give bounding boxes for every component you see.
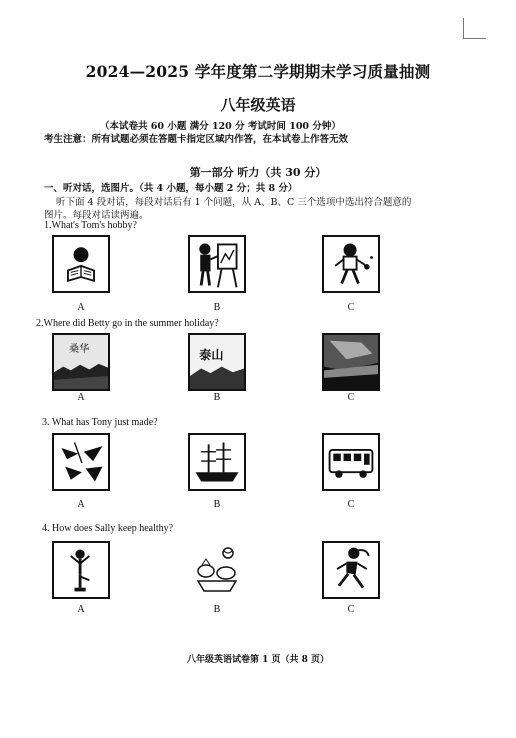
taishan-mountain-icon [190, 335, 244, 389]
q2-option-c-image[interactable] [322, 333, 380, 391]
q4-label-a: A [77, 604, 85, 615]
q4-option-c-image[interactable] [322, 541, 380, 599]
instruction-line-1: 听下面 4 段对话，每段对话后有 1 个问题，从 A、B、C 三个选项中选出符合题意的 [56, 197, 412, 208]
sailing-ship-icon [190, 435, 244, 489]
paper-planes-icon [54, 435, 108, 489]
q1-option-a-image[interactable] [52, 235, 110, 293]
section-title: 一、听对话，选图片。（共 4 小题，每小题 2 分；共 8 分） [44, 183, 298, 194]
q3-option-c-image[interactable] [322, 433, 380, 491]
q1-label-c: C [347, 302, 355, 313]
question-3: 3. What has Tony just made? [42, 417, 158, 428]
q1-label-a: A [77, 302, 85, 313]
q3-label-a: A [77, 499, 85, 510]
painting-easel-icon [190, 237, 244, 291]
question-2: 2.Where did Betty go in the summer holiday? [36, 318, 219, 329]
q4-option-b-image[interactable] [188, 541, 246, 599]
q3-label-b: B [213, 499, 221, 510]
q2b-photo-text: 泰山 [199, 348, 224, 363]
yoga-pose-icon [54, 543, 108, 597]
q2-label-c: C [347, 392, 355, 403]
running-girl-icon [324, 543, 378, 597]
q2a-photo-text: 桑华 [68, 342, 90, 355]
q2-label-b: B [213, 392, 221, 403]
q1-option-b-image[interactable] [188, 235, 246, 293]
corner-mark [463, 18, 486, 39]
exam-info: （本试卷共 60 小题 满分 120 分 考试时间 100 分钟） [100, 121, 341, 132]
q2-option-b-image[interactable] [188, 333, 246, 391]
reading-boy-icon [54, 237, 108, 291]
q3-option-b-image[interactable] [188, 433, 246, 491]
exam-title: 2024—2025 学年度第二学期期末学习质量抽测 [85, 62, 431, 81]
ping-pong-player-icon [324, 237, 378, 291]
q4-option-a-image[interactable] [52, 541, 110, 599]
q1-label-b: B [213, 302, 221, 313]
q1-option-c-image[interactable] [322, 235, 380, 293]
question-4: 4. How does Sally keep healthy? [42, 523, 174, 534]
q3-option-a-image[interactable] [52, 433, 110, 491]
landscape-photo-icon [54, 335, 108, 389]
page-footer: 八年级英语试卷第 1 页（共 8 页） [186, 655, 330, 665]
instruction-line-2: 图片。每段对话读两遍。 [44, 210, 149, 221]
coastline-photo-icon [324, 335, 378, 389]
exam-notice: 考生注意：所有试题必须在答题卡指定区域内作答，在本试卷上作答无效 [44, 134, 349, 145]
q4-label-b: B [213, 604, 221, 615]
question-1: 1.What's Tom's hobby? [44, 220, 137, 231]
q2-option-a-image[interactable] [52, 333, 110, 391]
exam-subtitle: 八年级英语 [220, 96, 296, 114]
part-title: 第一部分 听力（共 30 分） [189, 166, 327, 179]
q4-label-c: C [347, 604, 355, 615]
bus-icon [324, 435, 378, 489]
q3-label-c: C [347, 499, 355, 510]
q2-label-a: A [77, 392, 85, 403]
balanced-meal-icon [188, 541, 246, 599]
